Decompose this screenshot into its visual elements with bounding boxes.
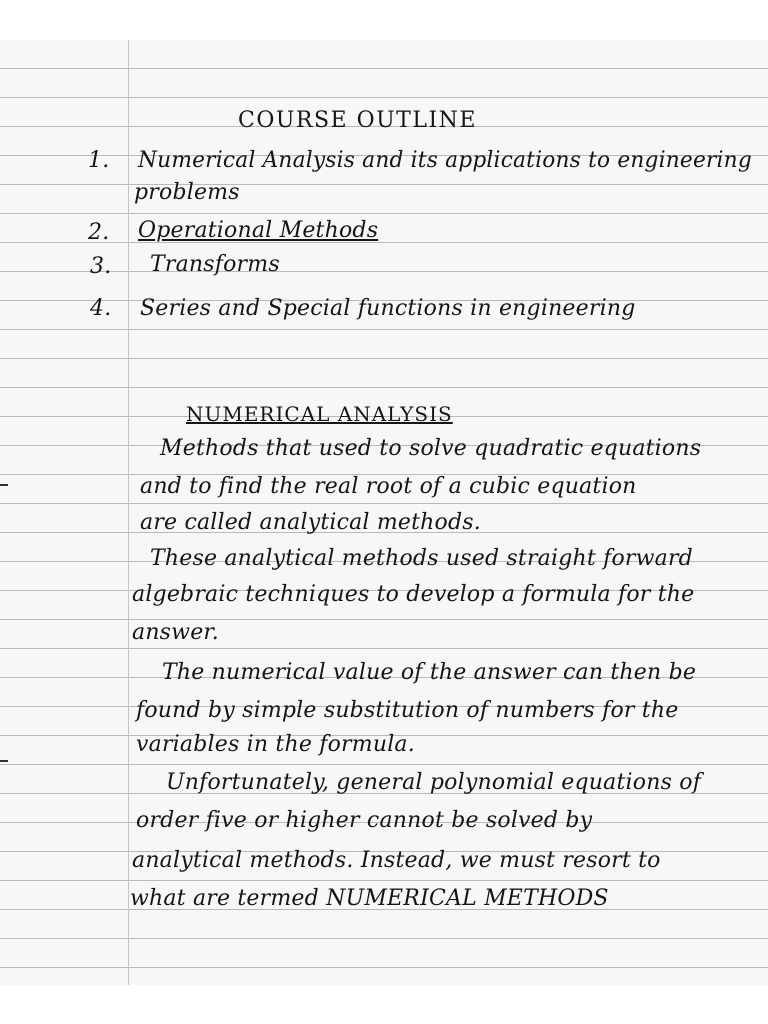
paragraph-line: what are termed NUMERICAL METHODS [130,886,609,911]
paragraph-line: answer. [132,620,219,645]
outline-number-2: 2. [88,220,110,245]
edge-mark [0,484,8,486]
paragraph-line: Unfortunately, general polynomial equations of [166,770,702,795]
outline-number-1: 1. [88,148,110,173]
outline-item-4: Series and Special functions in engineering [140,296,636,321]
notebook-page [0,40,768,985]
paragraph-line: found by simple substitution of numbers for the [136,698,679,723]
paragraph-line: are called analytical methods. [140,510,481,535]
paragraph-line: and to find the real root of a cubic equation [140,474,637,499]
outline-item-1-continuation: problems [134,180,240,205]
outline-item-3: Transforms [150,252,280,277]
outline-item-2: Operational Methods [138,218,379,243]
paragraph-line: variables in the formula. [136,732,415,757]
outline-item-1: Numerical Analysis and its applications to engineering [138,148,752,173]
paragraph-line: Methods that used to solve quadratic equations [160,436,702,461]
paragraph-line: algebraic techniques to develop a formula for the [132,582,695,607]
paragraph-line: order five or higher cannot be solved by [136,808,593,833]
paragraph-line: These analytical methods used straight forward [150,546,693,571]
margin-line [128,40,129,985]
edge-mark [0,760,8,762]
outline-number-3: 3. [90,254,112,279]
page-title: COURSE OUTLINE [238,108,477,133]
paragraph-line: The numerical value of the answer can then be [162,660,697,685]
section-heading: NUMERICAL ANALYSIS [186,402,453,426]
paragraph-line: analytical methods. Instead, we must resort to [132,848,661,873]
outline-number-4: 4. [90,296,112,321]
